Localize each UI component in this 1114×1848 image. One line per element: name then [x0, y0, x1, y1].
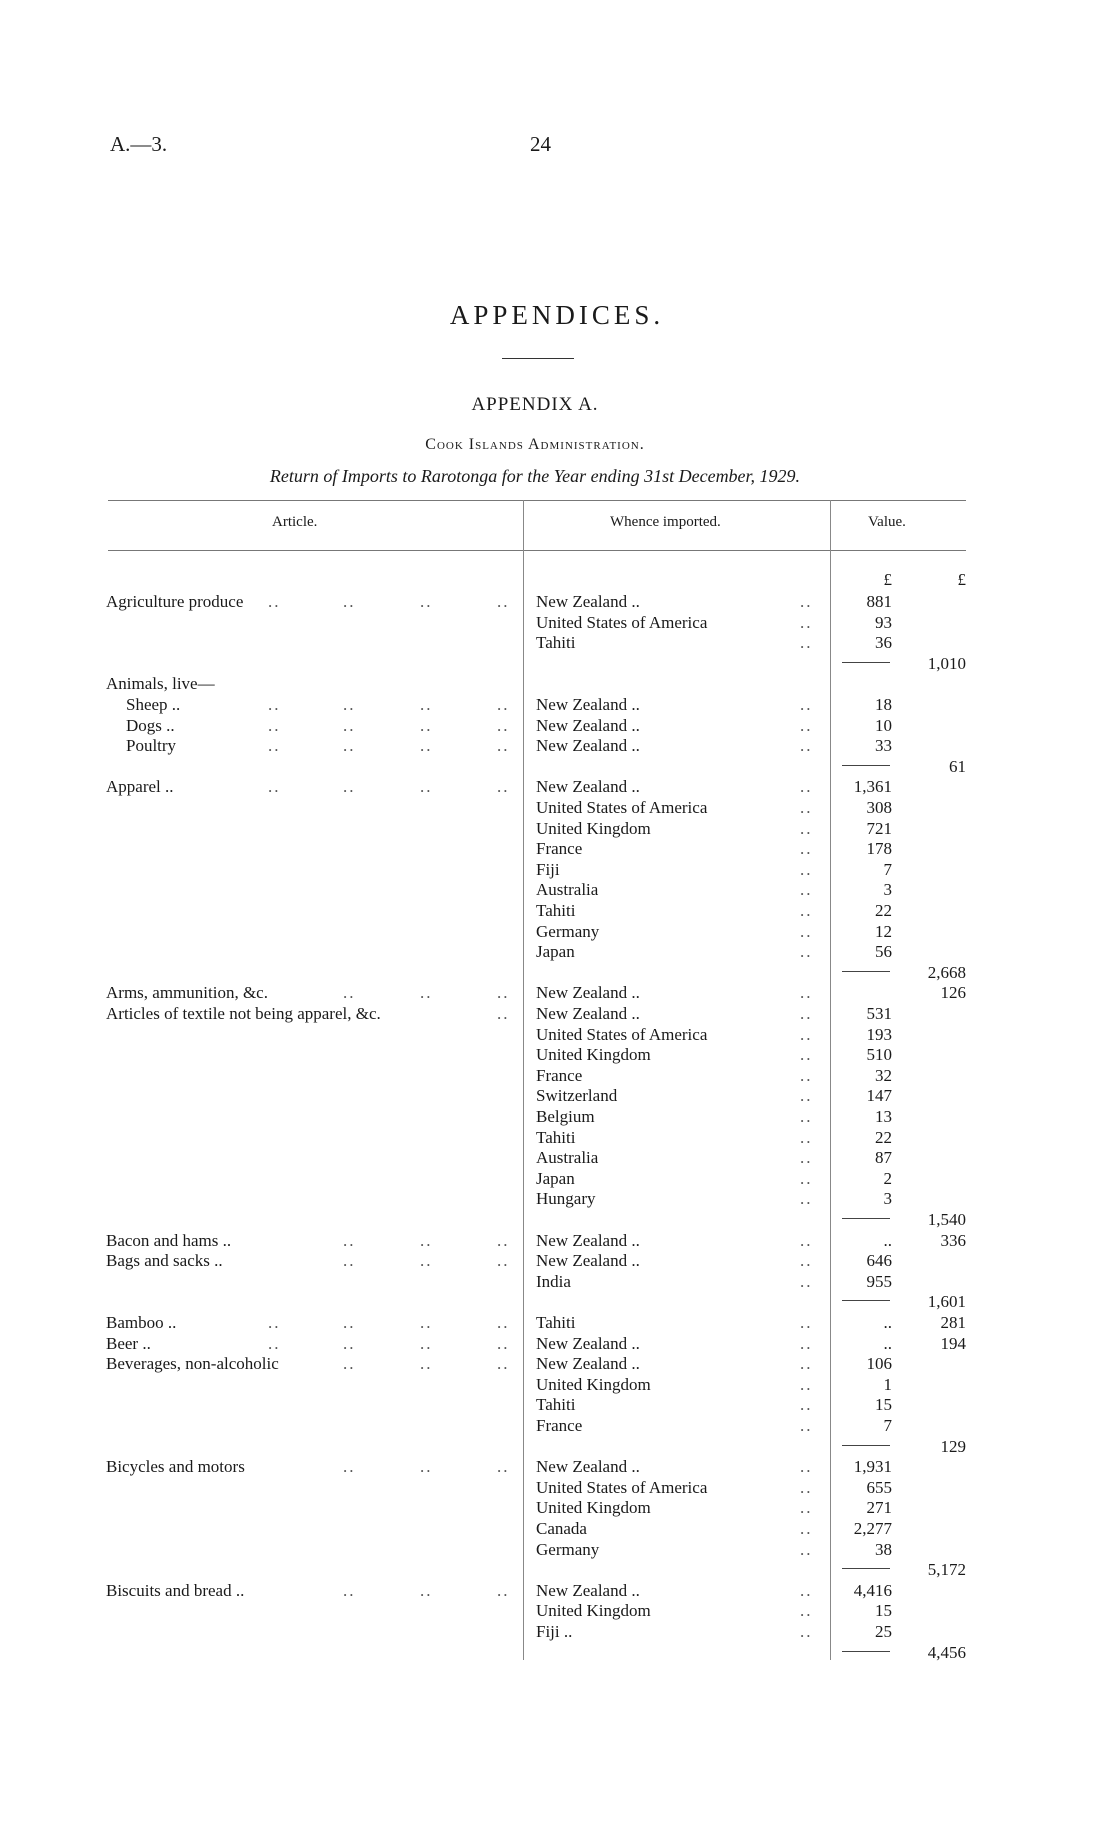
dot-leader: ..	[268, 1334, 281, 1353]
dot-leader: ..	[800, 1169, 813, 1188]
table-row	[0, 674, 1114, 694]
import-value: 2	[883, 1169, 892, 1188]
subtotal-rule	[842, 765, 890, 766]
dot-leader: ..	[800, 1519, 813, 1538]
dot-leader: ..	[420, 1457, 433, 1476]
subtotal-rule	[842, 1651, 890, 1652]
article-total: 129	[940, 1437, 966, 1456]
table-row	[0, 736, 1114, 756]
import-value: ..	[883, 1334, 892, 1353]
dot-leader: ..	[800, 777, 813, 796]
article-name: Agriculture produce	[106, 592, 244, 611]
dot-leader: ..	[800, 922, 813, 941]
dot-leader: ..	[800, 736, 813, 755]
import-source: Germany	[536, 1540, 600, 1559]
import-source: Fiji	[536, 860, 560, 879]
table-row	[0, 777, 1114, 797]
dot-leader: ..	[800, 1086, 813, 1105]
table-row	[0, 1292, 1114, 1312]
import-source: New Zealand ..	[536, 1334, 640, 1353]
dot-leader: ..	[497, 1231, 510, 1250]
dot-leader: ..	[343, 716, 356, 735]
subtotal-rule	[842, 662, 890, 663]
import-value: 2,277	[853, 1519, 892, 1538]
import-source: New Zealand ..	[536, 736, 640, 755]
table-row	[0, 1437, 1114, 1457]
table-row	[0, 1375, 1114, 1395]
import-source: Japan	[536, 942, 575, 961]
dot-leader: ..	[497, 592, 510, 611]
import-value: 271	[866, 1498, 892, 1517]
import-value: 25	[875, 1622, 892, 1641]
dot-leader: ..	[497, 1251, 510, 1270]
dot-leader: ..	[800, 1045, 813, 1064]
import-source: Australia	[536, 880, 599, 899]
table-row	[0, 1581, 1114, 1601]
import-source: New Zealand ..	[536, 1354, 640, 1373]
currency-total: £	[957, 570, 966, 589]
dot-leader: ..	[800, 983, 813, 1002]
subtotal-rule	[842, 1218, 890, 1219]
dot-leader: ..	[343, 1457, 356, 1476]
article-name: Bamboo ..	[106, 1313, 177, 1332]
dot-leader: ..	[420, 695, 433, 714]
dot-leader: ..	[343, 592, 356, 611]
import-source: Belgium	[536, 1107, 595, 1126]
table-top-rule	[108, 500, 966, 501]
dot-leader: ..	[420, 1251, 433, 1270]
table-row	[0, 983, 1114, 1003]
import-source: Tahiti	[536, 633, 576, 652]
article-total: 2,668	[927, 963, 966, 982]
import-source: New Zealand ..	[536, 777, 640, 796]
table-row	[0, 1498, 1114, 1518]
import-value: 12	[875, 922, 892, 941]
dot-leader: ..	[800, 860, 813, 879]
import-source: United Kingdom	[536, 1498, 651, 1517]
article-name: Arms, ammunition, &c.	[106, 983, 268, 1002]
article-name: Poultry	[126, 736, 177, 755]
article-name: Bags and sacks ..	[106, 1251, 223, 1270]
table-row	[0, 798, 1114, 818]
import-value: 15	[875, 1601, 892, 1620]
import-value: 1,931	[853, 1457, 892, 1476]
dot-leader: ..	[268, 695, 281, 714]
import-value: 531	[866, 1004, 892, 1023]
table-row	[0, 1210, 1114, 1230]
import-value: 22	[875, 1128, 892, 1147]
dot-leader: ..	[420, 777, 433, 796]
article-name: Articles of textile not being apparel, &c.	[106, 1004, 381, 1023]
table-row	[0, 1189, 1114, 1209]
import-source: Tahiti	[536, 1128, 576, 1147]
column-header-article: Article.	[272, 514, 318, 530]
dot-leader: ..	[268, 592, 281, 611]
import-source: India	[536, 1272, 571, 1291]
import-source: France	[536, 839, 583, 858]
import-value: 308	[866, 798, 892, 817]
dot-leader: ..	[497, 1313, 510, 1332]
import-source: United States of America	[536, 1025, 708, 1044]
dot-leader: ..	[800, 1025, 813, 1044]
import-source: Tahiti	[536, 1313, 576, 1332]
dot-leader: ..	[268, 1313, 281, 1332]
table-row	[0, 1045, 1114, 1065]
dot-leader: ..	[420, 983, 433, 1002]
dot-leader: ..	[420, 1334, 433, 1353]
import-source: New Zealand ..	[536, 592, 640, 611]
import-value: 3	[883, 880, 892, 899]
dot-leader: ..	[420, 1354, 433, 1373]
article-name: Animals, live—	[106, 674, 215, 693]
table-row	[0, 695, 1114, 715]
article-name: Dogs ..	[126, 716, 175, 735]
appendix-heading: APPENDIX A.	[471, 394, 599, 415]
import-value: ..	[883, 1231, 892, 1250]
dot-leader: ..	[800, 1581, 813, 1600]
table-row	[0, 1395, 1114, 1415]
dot-leader: ..	[343, 1231, 356, 1250]
import-source: United States of America	[536, 1478, 708, 1497]
table-row	[0, 1334, 1114, 1354]
dot-leader: ..	[497, 1334, 510, 1353]
dot-leader: ..	[800, 1416, 813, 1435]
import-value: 7	[883, 860, 892, 879]
dot-leader: ..	[420, 1313, 433, 1332]
import-value: 106	[866, 1354, 892, 1373]
dot-leader: ..	[800, 592, 813, 611]
subtotal-rule	[842, 1445, 890, 1446]
import-source: United States of America	[536, 798, 708, 817]
dot-leader: ..	[497, 983, 510, 1002]
dot-leader: ..	[800, 1540, 813, 1559]
dot-leader: ..	[497, 1457, 510, 1476]
article-total: 336	[940, 1231, 966, 1250]
import-source: Tahiti	[536, 901, 576, 920]
currency-value: £	[883, 570, 892, 589]
dot-leader: ..	[343, 1354, 356, 1373]
dot-leader: ..	[800, 1601, 813, 1620]
table-row	[0, 716, 1114, 736]
dot-leader: ..	[268, 777, 281, 796]
import-source: New Zealand ..	[536, 1251, 640, 1270]
import-value: 881	[866, 592, 892, 611]
import-source: Australia	[536, 1148, 599, 1167]
table-row	[0, 922, 1114, 942]
table-row	[0, 1272, 1114, 1292]
table-row	[0, 1354, 1114, 1374]
dot-leader: ..	[800, 942, 813, 961]
dot-leader: ..	[497, 736, 510, 755]
dot-leader: ..	[343, 736, 356, 755]
table-row	[0, 819, 1114, 839]
dot-leader: ..	[800, 1128, 813, 1147]
dot-leader: ..	[800, 716, 813, 735]
dot-leader: ..	[800, 633, 813, 652]
import-value: 10	[875, 716, 892, 735]
import-source: United Kingdom	[536, 1375, 651, 1394]
table-row	[0, 1066, 1114, 1086]
table-row	[0, 633, 1114, 653]
dot-leader: ..	[800, 1478, 813, 1497]
table-row	[0, 1128, 1114, 1148]
table-row	[0, 757, 1114, 777]
import-source: Switzerland	[536, 1086, 618, 1105]
column-header-value: Value.	[868, 514, 906, 530]
dot-leader: ..	[497, 716, 510, 735]
import-value: 147	[866, 1086, 892, 1105]
import-value: 93	[875, 613, 892, 632]
article-name: Bacon and hams ..	[106, 1231, 232, 1250]
dot-leader: ..	[800, 880, 813, 899]
document-reference: A.—3.	[110, 132, 168, 156]
dot-leader: ..	[343, 1251, 356, 1270]
import-value: 38	[875, 1540, 892, 1559]
import-source: New Zealand ..	[536, 716, 640, 735]
table-row	[0, 1478, 1114, 1498]
dot-leader: ..	[800, 695, 813, 714]
dot-leader: ..	[800, 1375, 813, 1394]
import-value: 36	[875, 633, 892, 652]
dot-leader: ..	[800, 613, 813, 632]
import-source: France	[536, 1066, 583, 1085]
dot-leader: ..	[420, 716, 433, 735]
table-row	[0, 839, 1114, 859]
import-source: Fiji ..	[536, 1622, 573, 1641]
import-source: Japan	[536, 1169, 575, 1188]
table-row	[0, 1622, 1114, 1642]
import-value: ..	[883, 1313, 892, 1332]
import-value: 1,361	[853, 777, 892, 796]
table-row	[0, 1457, 1114, 1477]
dot-leader: ..	[343, 695, 356, 714]
dot-leader: ..	[497, 777, 510, 796]
import-value: 646	[866, 1251, 892, 1270]
import-value: 32	[875, 1066, 892, 1085]
article-total: 4,456	[927, 1643, 966, 1662]
table-row	[0, 1169, 1114, 1189]
dot-leader: ..	[800, 1334, 813, 1353]
import-source: United Kingdom	[536, 819, 651, 838]
article-name: Beverages, non-alcoholic	[106, 1354, 279, 1373]
table-row	[0, 1560, 1114, 1580]
article-total: 194	[940, 1334, 966, 1353]
dot-leader: ..	[800, 1231, 813, 1250]
article-total: 126	[940, 983, 966, 1002]
subtotal-rule	[842, 971, 890, 972]
table-header-rule	[108, 550, 966, 551]
dot-leader: ..	[497, 1581, 510, 1600]
article-total: 5,172	[927, 1560, 966, 1579]
dot-leader: ..	[343, 1313, 356, 1332]
table-row	[0, 1416, 1114, 1436]
import-value: 955	[866, 1272, 892, 1291]
table-row	[0, 1231, 1114, 1251]
import-source: France	[536, 1416, 583, 1435]
import-value: 15	[875, 1395, 892, 1414]
dot-leader: ..	[497, 1354, 510, 1373]
page-title: APPENDICES.	[449, 300, 665, 330]
dot-leader: ..	[800, 1107, 813, 1126]
dot-leader: ..	[800, 1313, 813, 1332]
import-source: New Zealand ..	[536, 1004, 640, 1023]
import-value: 510	[866, 1045, 892, 1064]
import-value: 56	[875, 942, 892, 961]
column-header-whence: Whence imported.	[610, 514, 721, 530]
import-source: Canada	[536, 1519, 587, 1538]
title-rule	[502, 358, 574, 359]
table-row	[0, 880, 1114, 900]
subtotal-rule	[842, 1568, 890, 1569]
dot-leader: ..	[800, 798, 813, 817]
article-name: Beer ..	[106, 1334, 151, 1353]
dot-leader: ..	[420, 592, 433, 611]
table-row	[0, 963, 1114, 983]
table-row	[0, 1519, 1114, 1539]
article-total: 281	[940, 1313, 966, 1332]
dot-leader: ..	[800, 1272, 813, 1291]
dot-leader: ..	[497, 1004, 510, 1023]
table-row	[0, 942, 1114, 962]
dot-leader: ..	[800, 819, 813, 838]
dot-leader: ..	[343, 1334, 356, 1353]
table-row	[0, 1643, 1114, 1663]
import-source: Hungary	[536, 1189, 596, 1208]
dot-leader: ..	[800, 1354, 813, 1373]
dot-leader: ..	[800, 1457, 813, 1476]
dot-leader: ..	[343, 1581, 356, 1600]
dot-leader: ..	[268, 716, 281, 735]
dot-leader: ..	[497, 695, 510, 714]
dot-leader: ..	[800, 1189, 813, 1208]
dot-leader: ..	[800, 1498, 813, 1517]
subtotal-rule	[842, 1300, 890, 1301]
table-row	[0, 1251, 1114, 1271]
import-source: New Zealand ..	[536, 1457, 640, 1476]
import-value: 33	[875, 736, 892, 755]
import-value: 721	[866, 819, 892, 838]
article-name: Sheep ..	[126, 695, 181, 714]
article-total: 1,540	[927, 1210, 966, 1229]
import-value: 22	[875, 901, 892, 920]
import-value: 18	[875, 695, 892, 714]
table-row	[0, 1107, 1114, 1127]
import-source: Germany	[536, 922, 600, 941]
page-number: 24	[530, 132, 551, 156]
import-value: 1	[883, 1375, 892, 1394]
administration-heading: Cook Islands Administration.	[425, 436, 645, 453]
dot-leader: ..	[800, 901, 813, 920]
table-row	[0, 654, 1114, 674]
dot-leader: ..	[800, 1395, 813, 1414]
dot-leader: ..	[800, 1622, 813, 1641]
table-row	[0, 592, 1114, 612]
import-value: 4,416	[853, 1581, 892, 1600]
dot-leader: ..	[343, 983, 356, 1002]
table-row	[0, 1025, 1114, 1045]
import-value: 87	[875, 1148, 892, 1167]
import-value: 7	[883, 1416, 892, 1435]
dot-leader: ..	[800, 1148, 813, 1167]
table-row	[0, 860, 1114, 880]
table-row	[0, 1313, 1114, 1333]
table-row	[0, 1540, 1114, 1560]
table-row	[0, 1601, 1114, 1621]
article-total: 1,601	[927, 1292, 966, 1311]
dot-leader: ..	[343, 777, 356, 796]
import-value: 655	[866, 1478, 892, 1497]
import-value: 193	[866, 1025, 892, 1044]
import-source: New Zealand ..	[536, 1231, 640, 1250]
dot-leader: ..	[420, 1581, 433, 1600]
import-source: United States of America	[536, 613, 708, 632]
import-source: New Zealand ..	[536, 983, 640, 1002]
article-name: Biscuits and bread ..	[106, 1581, 245, 1600]
dot-leader: ..	[800, 1251, 813, 1270]
dot-leader: ..	[268, 736, 281, 755]
table-row	[0, 613, 1114, 633]
import-source: United Kingdom	[536, 1045, 651, 1064]
article-total: 61	[949, 757, 966, 776]
table-row	[0, 1004, 1114, 1024]
table-row	[0, 1148, 1114, 1168]
import-value: 13	[875, 1107, 892, 1126]
import-source: New Zealand ..	[536, 695, 640, 714]
import-source: Tahiti	[536, 1395, 576, 1414]
table-row	[0, 901, 1114, 921]
table-row	[0, 1086, 1114, 1106]
import-source: New Zealand ..	[536, 1581, 640, 1600]
import-value: 178	[866, 839, 892, 858]
currency-row	[0, 570, 1114, 590]
article-name: Apparel ..	[106, 777, 174, 796]
article-total: 1,010	[927, 654, 966, 673]
dot-leader: ..	[420, 1231, 433, 1250]
dot-leader: ..	[800, 839, 813, 858]
table-caption: Return of Imports to Rarotonga for the Year ending 31st December, 1929.	[269, 466, 801, 486]
import-value: 3	[883, 1189, 892, 1208]
article-name: Bicycles and motors	[106, 1457, 245, 1476]
dot-leader: ..	[800, 1066, 813, 1085]
import-source: United Kingdom	[536, 1601, 651, 1620]
dot-leader: ..	[420, 736, 433, 755]
dot-leader: ..	[800, 1004, 813, 1023]
